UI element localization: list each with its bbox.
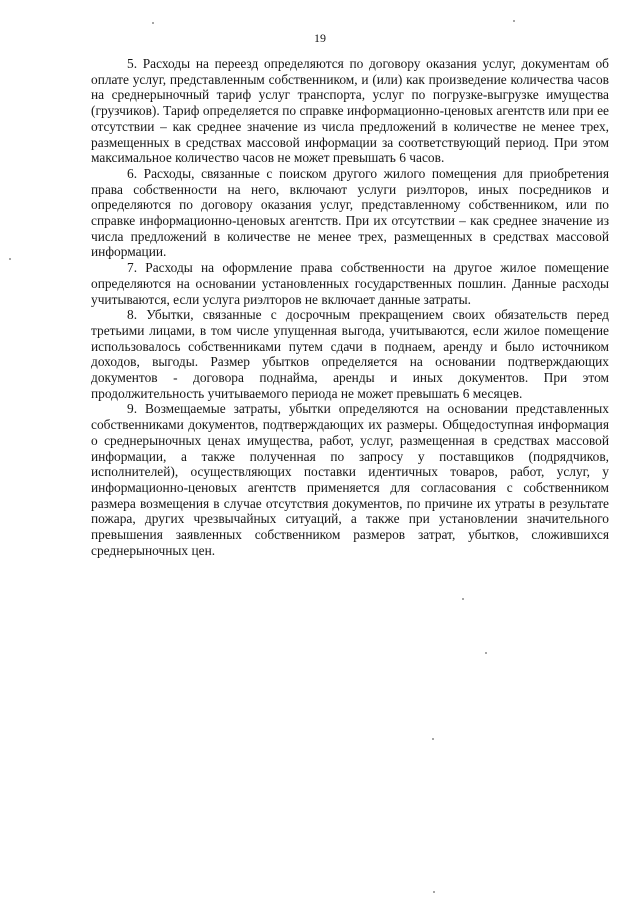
scan-speck	[152, 22, 154, 24]
scan-speck	[432, 738, 434, 740]
paragraph-8-losses: 8. Убытки, связанные с досрочным прекращением своих обязательств перед третьими лицами, в том числе упущенная выгода, учитываются, если жилое помещение использовалось собственниками путем сдачи в поднаем, аренду и было источником доходов, выгоды. Размер убытков определяется на основании подтверждающих документов - договора поднайма, аренды и иных документов. При этом продолжительность учитываемого периода не может превышать 6 месяцев.	[91, 307, 609, 401]
paragraph-9-reimbursable-costs: 9. Возмещаемые затраты, убытки определяются на основании представленных собственниками документов, подтверждающих их размеры. Общедоступная информация о среднерыночных ценах имущества, работ, услуг, размещенная в средствах массовой информации, а также полученная по запросу у поставщиков (подрядчиков, исполнителей), осуществляющих поставки идентичных товаров, работ, услуг, у информационно-ценовых агентств применяется для согласования с собственником размера возмещения в случае отсутствия документов, по причине их утраты в результате пожара, других чрезвычайных ситуаций, а также при установлении значительного превышения заявленных собственником размеров затрат, убытков, сложившихся среднерыночных цен.	[91, 401, 609, 558]
paragraph-5-relocation-costs: 5. Расходы на переезд определяются по договору оказания услуг, документам об оплате услуг, представленным собственником, и (или) как произведение количества часов на среднерыночный тариф услуг транспорта, услуг по погрузке-выгрузке имущества (грузчиков). Тариф определяется по справке информационно-ценовых агентств или при ее отсутствии – как среднее значение из числа предложений в количестве не менее трех, размещенных в средствах массовой информации за соответствующий период. При этом максимальное количество часов не может превышать 6 часов.	[91, 56, 609, 166]
scan-speck	[462, 598, 464, 600]
page-number: 19	[314, 31, 326, 45]
document-body	[91, 56, 609, 559]
paragraph-7-ownership-registration-costs: 7. Расходы на оформление права собственности на другое жилое помещение определяются на основании установленных государственных пошлин. Данные расходы учитываются, если услуга риэлторов не включает данные затраты.	[91, 260, 609, 307]
scan-speck	[433, 891, 435, 893]
scan-speck	[485, 652, 487, 654]
paragraph-6-housing-search-costs: 6. Расходы, связанные с поиском другого жилого помещения для приобретения права собственности на него, включают услуги риэлторов, иных посредников и определяются по договору оказания услуг, представленному собственником, или по справке информационно-ценовых агентств. При их отсутствии – как среднее значение из числа предложений в количестве не менее трех, размещенных в средствах массовой информации.	[91, 165, 609, 260]
scan-speck	[513, 20, 515, 22]
scan-speck	[9, 258, 11, 260]
